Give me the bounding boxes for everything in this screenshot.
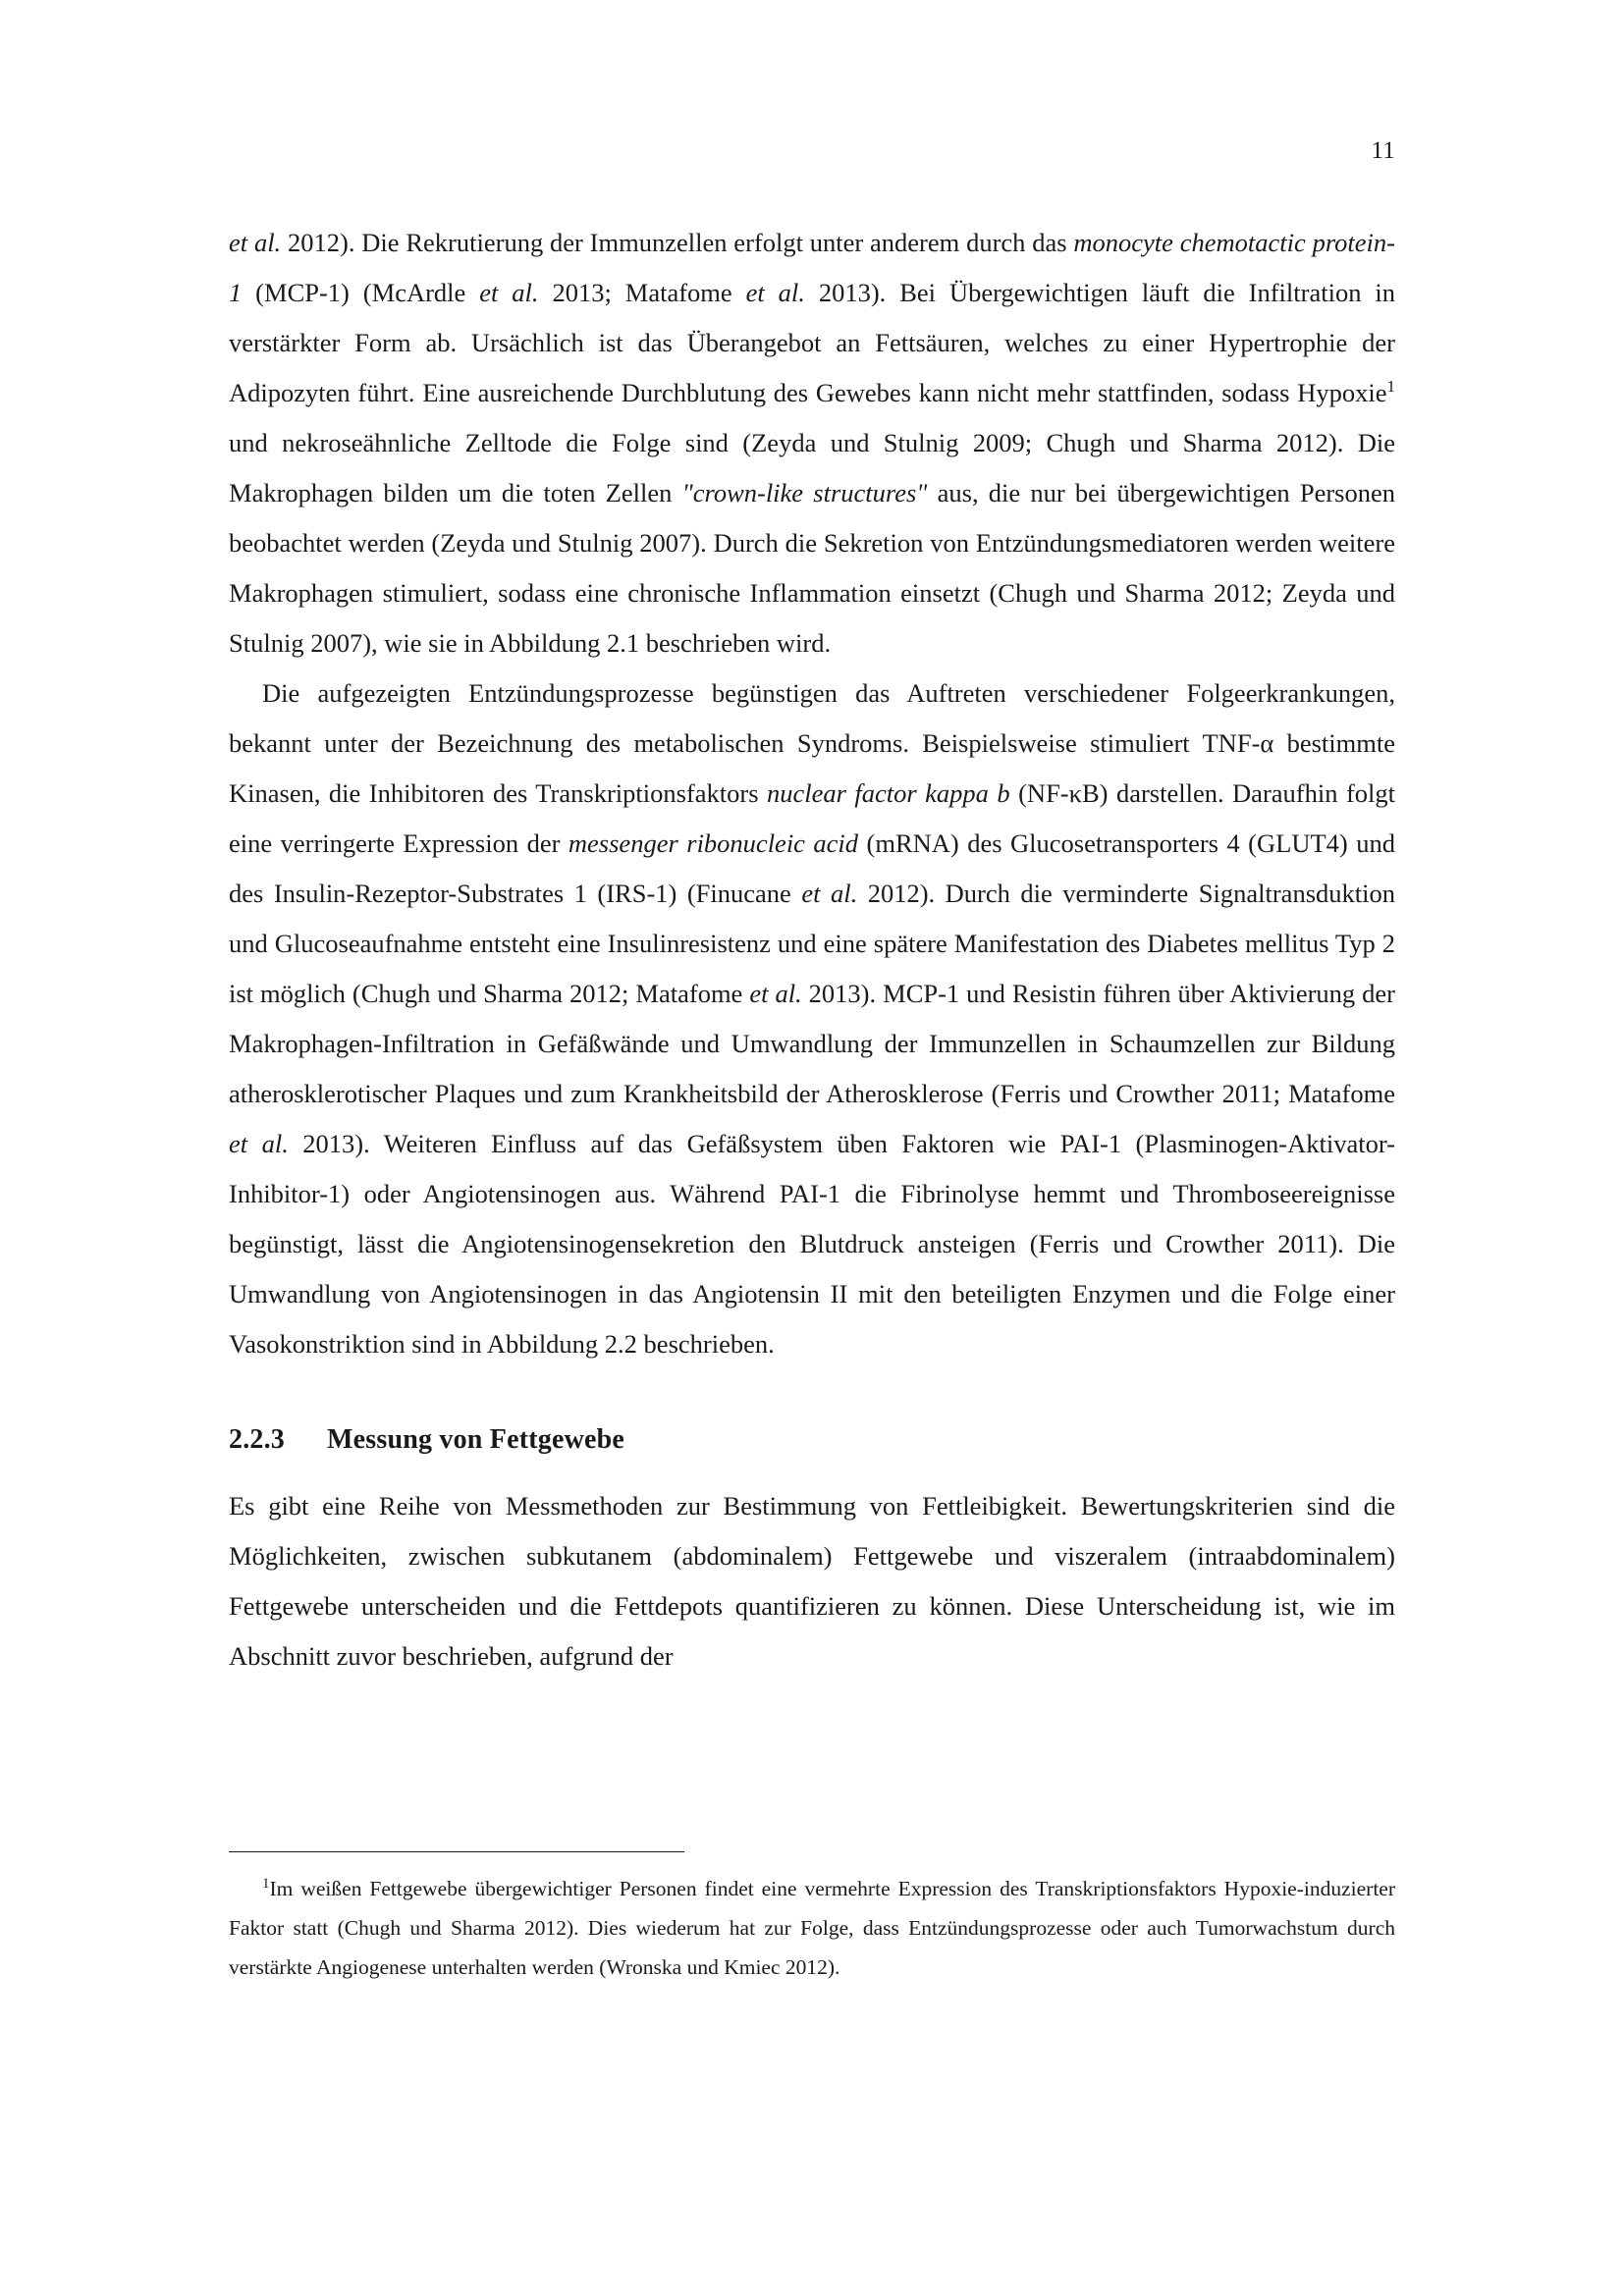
body-text: 2013). MCP-1 und Resistin führen über Aktivierung der Makrophagen-Infiltration in Gefäßwände und Umwandlung der Immunzellen in Schaumzellen zur Bildung atherosklerotischer Plaques und zum Krankheitsbild der Atherosklerose (Ferris und Crowther 2011; Matafome	[229, 979, 1395, 1108]
paragraph-3: Es gibt eine Reihe von Messmethoden zur Bestimmung von Fettleibigkeit. Bewertungskriterien sind die Möglichkeiten, zwischen subkutanem (abdominalem) Fettgewebe und viszeralem (intraabdominalem) Fettgewebe unterscheiden und die Fettdepots quantifizieren zu können. Diese Unterscheidung ist, wie im Abschnitt zuvor beschrieben, aufgrund der	[229, 1491, 1395, 1671]
section-heading	[229, 1424, 1395, 1456]
paragraph-1	[229, 218, 1395, 668]
emphasis-text: et al.	[229, 228, 282, 257]
footnote-reference: 1	[1386, 377, 1395, 397]
footnote-marker: 1	[262, 1875, 270, 1892]
paragraph-2	[229, 668, 1395, 1369]
footnote-text	[229, 1869, 1395, 1987]
body-text: Die aufgezeigten Entzündungsprozesse begünstigen das Auftreten verschiedener Folgeerkrankungen, bekannt unter der Bezeichnung des metabolischen Syndroms. Beispielsweise stimuliert TNF-α bestimmte Kinasen, die Inhibitoren des Transkriptionsfaktors	[229, 678, 1395, 808]
body-text: (NF-κB) darstellen. Daraufhin folgt eine verringerte Expression der	[229, 778, 1395, 858]
body-text: 2012). Durch die verminderte Signaltransduktion und Glucoseaufnahme entsteht eine Insulinresistenz und eine spätere Manifestation des Diabetes mellitus Typ 2 ist möglich (Chugh und Sharma 2012; Matafome	[229, 879, 1395, 1008]
body-text: 2013). Weiteren Einfluss auf das Gefäßsystem üben Faktoren wie PAI-1 (Plasminogen-Aktivator-Inhibitor-1) oder Angiotensinogen aus. Während PAI-1 die Fibrinolyse hemmt und Thromboseereignisse begünstigt, lässt die Angiotensinogensekretion den Blutdruck ansteigen (Ferris und Crowther 2011). Die Umwandlung von Angiotensinogen in das Angiotensin II mit den beteiligten Enzymen und die Folge einer Vasokonstriktion sind in Abbildung 2.2 beschrieben.	[229, 1129, 1395, 1359]
footnote-rule	[229, 1851, 684, 1852]
emphasis-text: et al.	[749, 979, 802, 1008]
footnote-area	[229, 1851, 1395, 1987]
footnote-body: Im weißen Fettgewebe übergewichtiger Personen findet eine vermehrte Expression des Transkriptionsfaktors Hypoxie-induzierter Faktor statt (Chugh und Sharma 2012). Dies wiederum hat zur Folge, dass Entzündungsprozesse oder auch Tumorwachstum durch verstärkte Angiogenese unterhalten werden (Wronska und Kmiec 2012).	[229, 1877, 1395, 1979]
body-text: (mRNA) des Glucosetransporters 4 (GLUT4) und des Insulin-Rezeptor-Substrates 1 (IRS-1) (Finucane	[229, 828, 1395, 908]
emphasis-text: et al.	[229, 1129, 289, 1158]
emphasis-text: et al.	[801, 879, 858, 908]
emphasis-text: et al.	[479, 278, 539, 307]
body-text: 2013; Matafome	[538, 278, 746, 307]
body-text: (MCP-1) (McArdle	[242, 278, 480, 307]
page-body	[229, 218, 1395, 1682]
emphasis-text: monocyte chemotactic protein-1	[229, 228, 1395, 307]
emphasis-text: "crown-like structures"	[681, 478, 928, 507]
body-text: 2013). Bei Übergewichtigen läuft die Infiltration in verstärkter Form ab. Ursächlich ist das Überangebot an Fettsäuren, welches zu einer Hypertrophie der Adipozyten führt. Eine ausreichende Durchblutung des Gewebes kann nicht mehr stattfinden, sodass Hypoxie	[229, 278, 1395, 407]
body-text: und nekroseähnliche Zelltode die Folge sind (Zeyda und Stulnig 2009; Chugh und Sharma 2012). Die Makrophagen bilden um die toten Zellen	[229, 428, 1395, 507]
emphasis-text: messenger ribonucleic acid	[568, 828, 859, 858]
page-number: 11	[1371, 137, 1395, 164]
body-text: 2012). Die Rekrutierung der Immunzellen erfolgt unter anderem durch das	[281, 228, 1074, 257]
section-title: Messung von Fettgewebe	[327, 1424, 625, 1455]
section-number: 2.2.3	[229, 1424, 285, 1455]
emphasis-text: nuclear factor kappa b	[766, 778, 1010, 808]
body-text: aus, die nur bei übergewichtigen Personen beobachtet werden (Zeyda und Stulnig 2007). Durch die Sekretion von Entzündungsmediatoren werden weitere Makrophagen stimuliert, sodass eine chronische Inflammation einsetzt (Chugh und Sharma 2012; Zeyda und Stulnig 2007), wie sie in Abbildung 2.1 beschrieben wird.	[229, 478, 1395, 658]
emphasis-text: et al.	[745, 278, 805, 307]
